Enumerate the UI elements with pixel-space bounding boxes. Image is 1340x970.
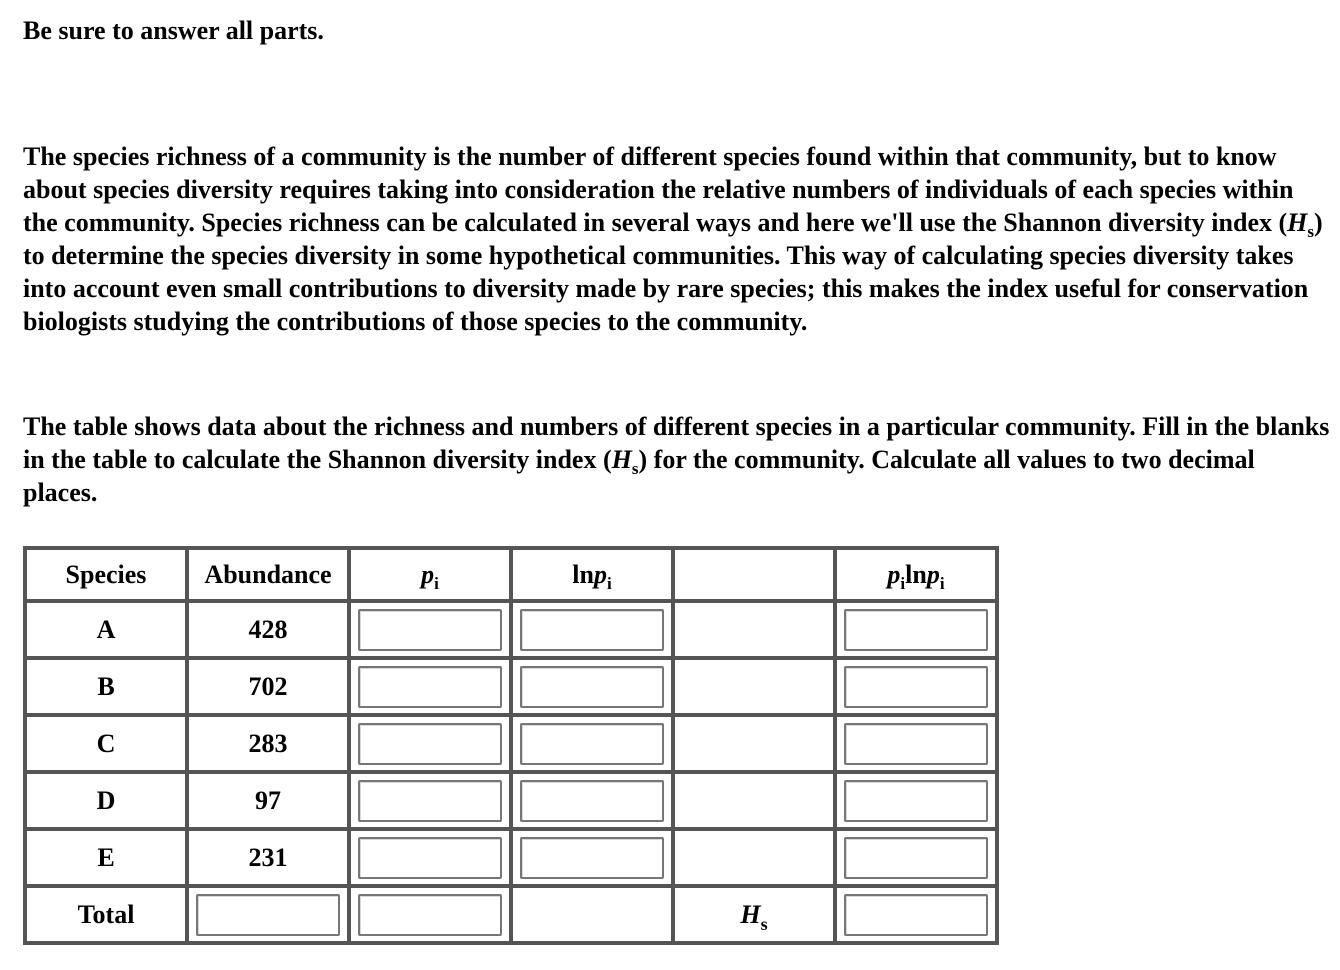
hs-symbol: H: [1287, 208, 1308, 237]
table-row: [25, 829, 997, 886]
abundance-cell: 97: [187, 772, 349, 829]
pi-input-a[interactable]: [358, 609, 502, 651]
total-label: Total: [25, 886, 187, 943]
header-ln-pi: lnp$_i$: [511, 548, 673, 601]
header-species: Species: [25, 548, 187, 601]
task-paragraph: [23, 410, 1333, 509]
ln-pi-input-e[interactable]: [520, 837, 664, 879]
empty-cell: [673, 658, 835, 715]
pi-ln-pi-input-b[interactable]: [844, 666, 988, 708]
pi-ln-pi-input-a[interactable]: [844, 609, 988, 651]
abundance-cell: 231: [187, 829, 349, 886]
pi-ln-pi-input-e[interactable]: [844, 837, 988, 879]
total-abundance-input[interactable]: [196, 894, 340, 936]
species-cell: B: [25, 658, 187, 715]
task-text-a: The table shows data about the richness and numbers of different species in a particular community. Fill in the blanks in the table to calculate the Shannon diversity index (: [23, 412, 1330, 474]
pi-input-c[interactable]: [358, 723, 502, 765]
pi-input-b[interactable]: [358, 666, 502, 708]
ln-pi-input-c[interactable]: [520, 723, 664, 765]
table-row: [25, 658, 997, 715]
total-pi-input[interactable]: [358, 894, 502, 936]
table-row: [25, 601, 997, 658]
instruction-text: Be sure to answer all parts.: [23, 16, 324, 45]
intro-text-b: ) to determine the species diversity in some hypothetical communities. This way of calculating species diversity takes into account even small contributions to diversity made by rare species; this makes the index useful for conservation biologists studying the contributions of those species to the community.: [23, 208, 1323, 336]
abundance-cell: 702: [187, 658, 349, 715]
hs-symbol: H: [611, 445, 632, 474]
hs-symbol-sub: s: [1307, 222, 1315, 241]
intro-paragraph: [23, 140, 1323, 338]
table-row: [25, 715, 997, 772]
ln-pi-input-d[interactable]: [520, 780, 664, 822]
pi-ln-pi-input-c[interactable]: [844, 723, 988, 765]
ln-pi-input-a[interactable]: [520, 609, 664, 651]
species-cell: D: [25, 772, 187, 829]
header-blank: [673, 548, 835, 601]
task-text-b: ) for the community. Calculate all values to two decimal places.: [23, 445, 1255, 507]
hs-input[interactable]: [844, 894, 988, 936]
species-cell: E: [25, 829, 187, 886]
table-row: [25, 772, 997, 829]
abundance-cell: 283: [187, 715, 349, 772]
empty-cell: [673, 772, 835, 829]
species-cell: C: [25, 715, 187, 772]
intro-text-a: The species richness of a community is the number of different species found within that community, but to know about species diversity requires taking into consideration the relative numbers of individuals of each species within the community. Species richness can be calculated in several ways and here we'll use the Shannon diversity index (: [23, 142, 1294, 237]
abundance-cell: 428: [187, 601, 349, 658]
species-cell: A: [25, 601, 187, 658]
table-total-row: [25, 886, 997, 943]
empty-cell: [511, 886, 673, 943]
pi-input-d[interactable]: [358, 780, 502, 822]
empty-cell: [673, 715, 835, 772]
pi-ln-pi-input-d[interactable]: [844, 780, 988, 822]
hs-symbol-sub: s: [631, 459, 639, 478]
header-pi: $p_i$: [349, 548, 511, 601]
pi-input-e[interactable]: [358, 837, 502, 879]
ln-pi-input-b[interactable]: [520, 666, 664, 708]
shannon-table: [23, 546, 999, 945]
hs-label: $H_s$: [673, 886, 835, 943]
table-header-row: [25, 548, 997, 601]
header-pi-ln-pi: $p_i\ln p_i$: [835, 548, 997, 601]
empty-cell: [673, 829, 835, 886]
empty-cell: [673, 601, 835, 658]
header-abundance: Abundance: [187, 548, 349, 601]
